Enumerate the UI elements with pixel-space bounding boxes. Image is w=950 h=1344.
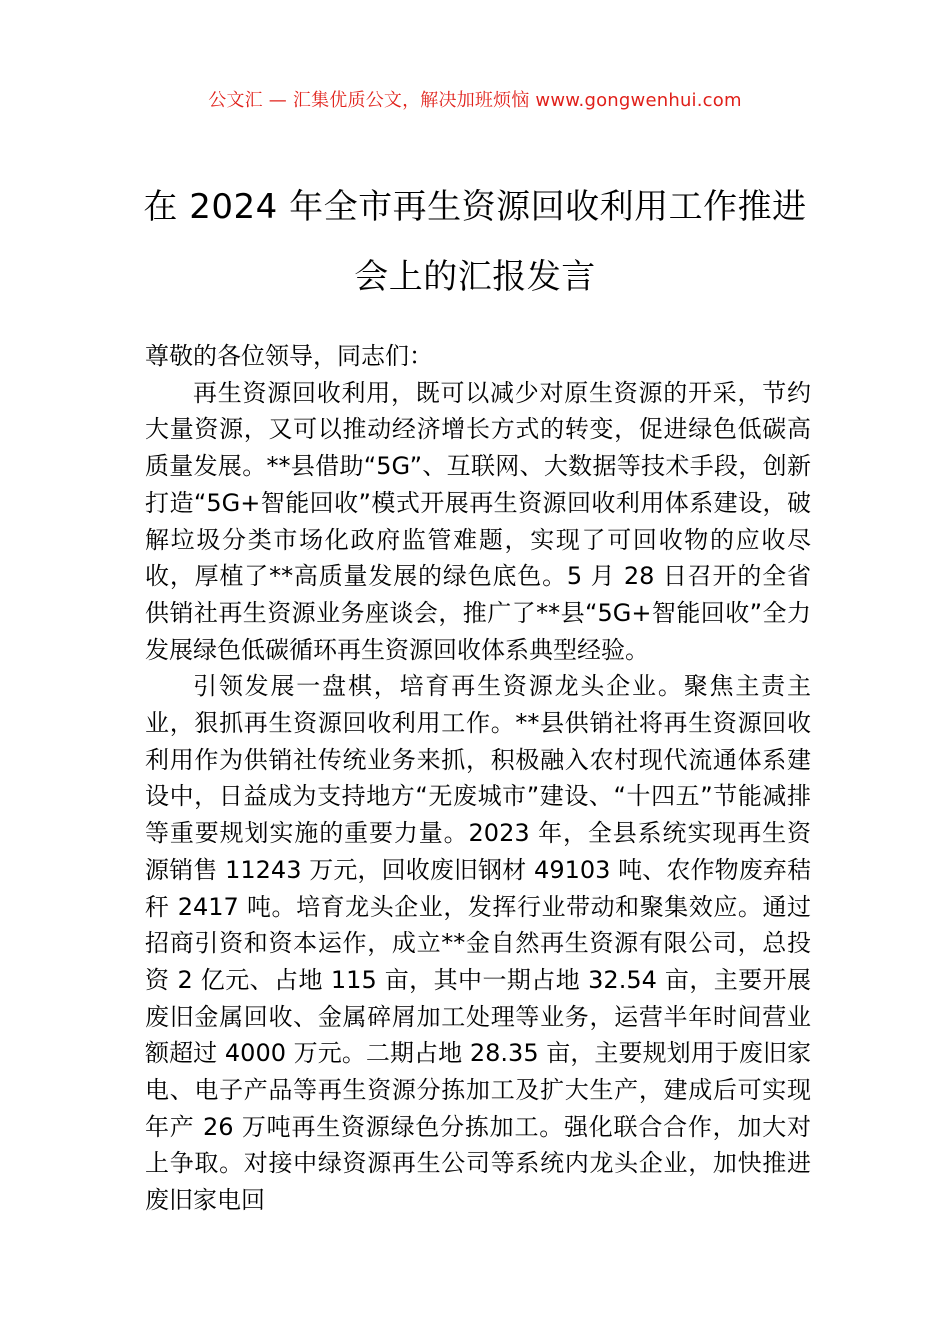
document-title-line-1: 在 2024 年全市再生资源回收利用工作推进 bbox=[143, 187, 807, 227]
document-title-line-2: 会上的汇报发言 bbox=[354, 257, 596, 297]
document-title bbox=[0, 172, 950, 312]
salutation: 尊敬的各位领导，同志们： bbox=[145, 342, 433, 370]
body-paragraph: 引领发展一盘棋，培育再生资源龙头企业。聚焦主责主业，狠抓再生资源回收利用工作。**县供销社将再生资源回收利用作为供销社传统业务来抓，积极融入农村现代流通体系建设中，日益成为支持地方“无废城市”建设、“十四五”节能减排等重要规划实施的重要力量。2023 年，全县系统实现再生资源销售 11243 万元，回收废旧钢材 49103 吨、农作物废弃秸秆 2417 吨。培育龙头企业，发挥行业带动和聚集效应。通过招商引资和资本运作，成立**金自然再生资源有限公司，总投资 2 亿元、占地 115 亩，其中一期占地 32.54 亩，主要开展废旧金属回收、金属碎屑加工处理等业务，运营半年时间营业额超过 4000 万元。二期占地 28.35 亩，主要规划用于废旧家电、电子产品等再生资源分拣加工及扩大生产，建成后可实现年产 26 万吨再生资源绿色分拣加工。强化联合合作，加大对上争取。对接中绿资源再生公司等系统内龙头企业，加快推进废旧家电回 bbox=[145, 672, 811, 1215]
body-paragraph: 再生资源回收利用，既可以减少对原生资源的开采，节约大量资源，又可以推动经济增长方式的转变，促进绿色低碳高质量发展。**县借助“5G”、互联网、大数据等技术手段，创新打造“5G+智能回收”模式开展再生资源回收利用体系建设，破解垃圾分类市场化政府监管难题，实现了可回收物的应收尽收，厚植了**高质量发展的绿色底色。5 月 28 日召开的全省供销社再生资源业务座谈会，推广了**县“5G+智能回收”全力发展绿色低碳循环再生资源回收体系典型经验。 bbox=[145, 378, 811, 664]
document-body bbox=[145, 338, 811, 1219]
site-watermark-header: 公文汇 — 汇集优质公文，解决加班烦恼 www.gongwenhui.com bbox=[208, 90, 742, 111]
